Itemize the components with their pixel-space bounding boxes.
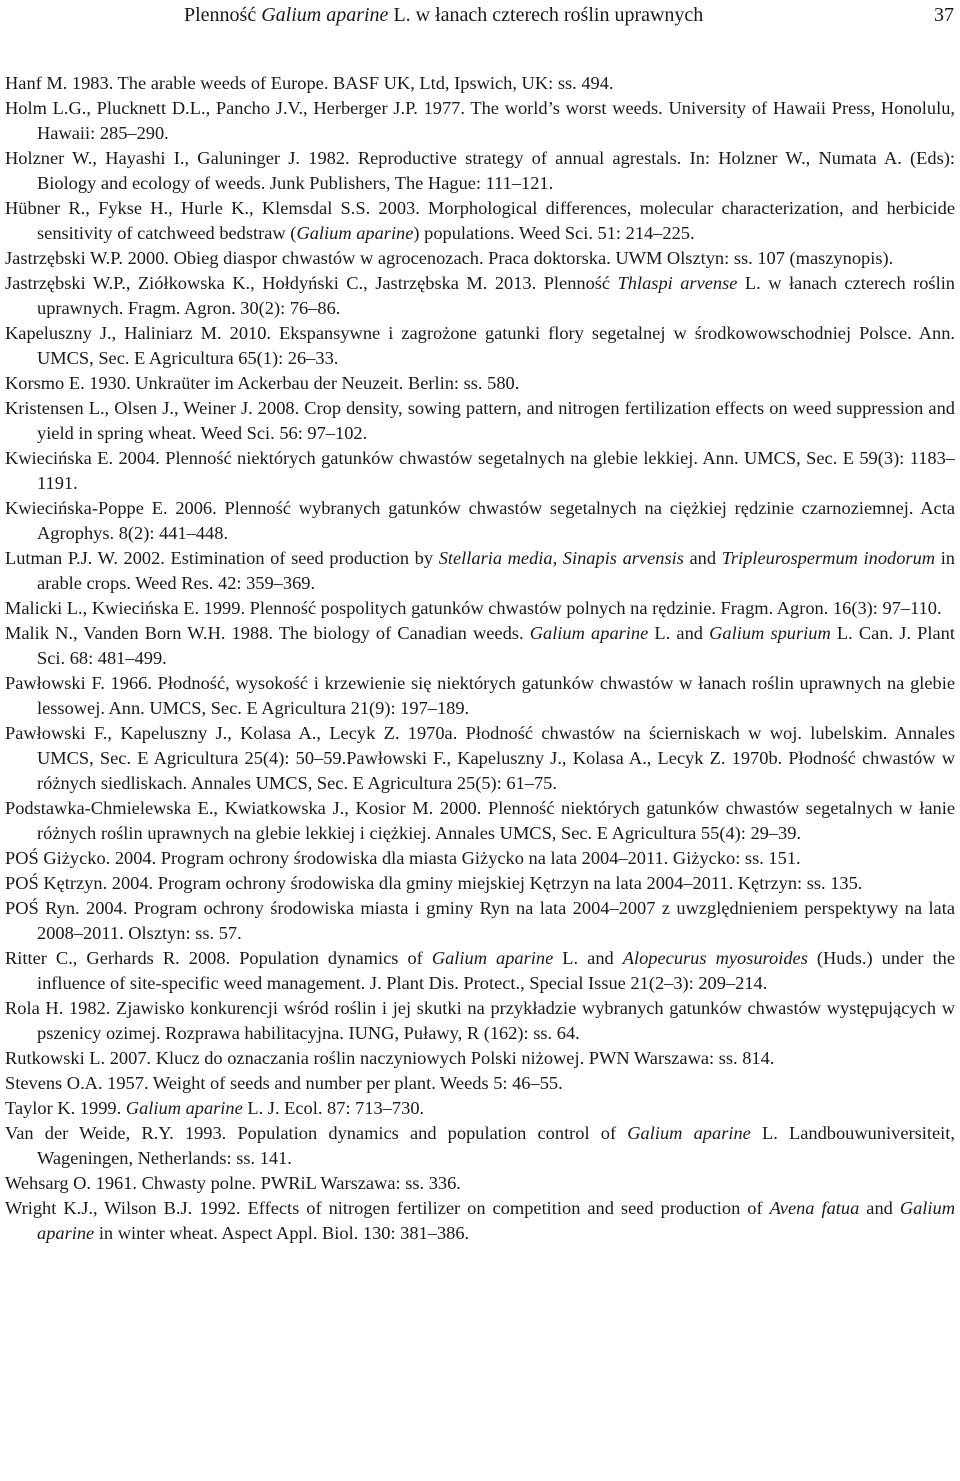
reference-text: Wehsarg O. 1961. Chwasty polne. PWRiL Warszawa: ss. 336.: [5, 1173, 461, 1193]
reference-entry: [5, 896, 955, 946]
reference-text: and: [683, 548, 722, 568]
species-name: Tripleurospermum inodorum: [721, 548, 936, 568]
reference-entry: [5, 496, 955, 546]
reference-entry: [5, 371, 955, 396]
reference-entry: [5, 1121, 955, 1171]
reference-text: Ritter C., Gerhards R. 2008. Population dynamics of: [5, 948, 432, 968]
reference-text: POŚ Ryn. 2004. Program ochrony środowiska miasta i gminy Ryn na lata 2004–2007 z uwzględnieniem perspektywy na lata 2008–2011. Olsztyn: ss. 57.: [5, 898, 955, 943]
reference-entry: [5, 271, 955, 321]
reference-text: POŚ Kętrzyn. 2004. Program ochrony środowiska dla gminy miejskiej Kętrzyn na lata 2004–2011. Kętrzyn: ss. 135.: [5, 873, 863, 893]
reference-entry: [5, 246, 955, 271]
reference-entry: [5, 721, 955, 796]
running-header: [0, 2, 960, 28]
reference-entry: [5, 96, 955, 146]
reference-text: Jastrzębski W.P., Ziółkowska K., Hołdyński C., Jastrzębska M. 2013. Plenność: [5, 273, 618, 293]
reference-text: Hanf M. 1983. The arable weeds of Europe. BASF UK, Ltd, Ipswich, UK: ss. 494.: [5, 73, 614, 93]
reference-text: in winter wheat. Aspect Appl. Biol. 130: 381–386.: [94, 1223, 470, 1243]
reference-text: Malicki L., Kwiecińska E. 1999. Plenność pospolitych gatunków chwastów polnych na rędzinie. Fragm. Agron. 16(3): 97–110.: [5, 598, 942, 618]
reference-text: POŚ Giżycko. 2004. Program ochrony środowiska dla miasta Giżycko na lata 2004–2011. Giżycko: ss. 151.: [5, 848, 801, 868]
reference-entry: [5, 546, 955, 596]
reference-text: Taylor K. 1999.: [5, 1098, 126, 1118]
reference-entry: [5, 946, 955, 996]
reference-text: L. Landbouwuniversiteit, Wageningen, Netherlands: ss. 141.: [37, 1123, 955, 1168]
reference-text: ) populations. Weed Sci. 51: 214–225.: [413, 223, 695, 243]
species-name: Galium aparine: [296, 223, 414, 243]
reference-text: Pawłowski F., Kapeluszny J., Kolasa A., Lecyk Z. 1970a. Płodność chwastów na ścierniskach w woj. lubelskim. Annales UMCS, Sec. E Agricultura 25(4): 50–59.Pawłowski F., Kapeluszny J., Kolasa A., Lecyk Z. 1970b. Płodność chwastów w różnych siedliskach. Annales UMCS, Sec. E Agricultura 25(5): 61–75.: [5, 723, 955, 793]
reference-text: Rutkowski L. 2007. Klucz do oznaczania roślin naczyniowych Polski niżowej. PWN Warszawa: ss. 814.: [5, 1048, 775, 1068]
reference-text: L. and: [553, 948, 623, 968]
reference-entry: [5, 146, 955, 196]
running-title: Plenność Galium aparine L. w łanach czterech roślin uprawnych: [184, 4, 704, 26]
species-name: Avena fatua: [769, 1198, 860, 1218]
reference-text: (Huds.) under the influence of site-specific weed management. J. Plant Dis. Protect., Special Issue 21(2–3): 209–214.: [37, 948, 955, 993]
reference-text: Korsmo E. 1930. Unkraüter im Ackerbau der Neuzeit. Berlin: ss. 580.: [5, 373, 520, 393]
reference-text: Podstawka-Chmielewska E., Kwiatkowska J., Kosior M. 2000. Plenność niektórych gatunków chwastów segetalnych w łanie różnych roślin uprawnych na glebie lekkiej i ciężkiej. Annales UMCS, Sec. E Agricultura 55(4): 29–39.: [5, 798, 955, 843]
reference-entry: [5, 1096, 955, 1121]
reference-text: L. J. Ecol. 87: 713–730.: [242, 1098, 425, 1118]
species-name: Galium aparine: [431, 948, 554, 968]
reference-entry: [5, 1071, 955, 1096]
reference-entry: [5, 1171, 955, 1196]
species-name: Galium aparine: [529, 623, 649, 643]
page-number: 37: [934, 4, 954, 26]
reference-entry: [5, 446, 955, 496]
reference-text: Kapeluszny J., Haliniarz M. 2010. Ekspansywne i zagrożone gatunki flory segetalnej w środkowowschodniej Polsce. Ann. UMCS, Sec. E Agricultura 65(1): 26–33.: [5, 323, 955, 368]
reference-text: Holzner W., Hayashi I., Galuninger J. 1982. Reproductive strategy of annual agrestals. In: Holzner W., Numata A. (Eds): Biology and ecology of weeds. Junk Publishers, The Hague: 111–121.: [5, 148, 955, 193]
reference-text: Holm L.G., Plucknett D.L., Pancho J.V., Herberger J.P. 1977. The world’s worst weeds. University of Hawaii Press, Honolulu, Hawaii: 285–290.: [5, 98, 955, 143]
reference-text: in arable crops. Weed Res. 42: 359–369.: [37, 548, 956, 593]
reference-entry: [5, 846, 955, 871]
reference-text: Malik N., Vanden Born W.H. 1988. The biology of Canadian weeds.: [5, 623, 530, 643]
reference-text: L. and: [648, 623, 710, 643]
species-name: Galium aparine: [627, 1123, 751, 1143]
reference-text: Rola H. 1982. Zjawisko konkurencji wśród roślin i jej skutki na przykładzie wybranych gatunków chwastów występujących w pszenicy ozimej. Rozprawa habilitacyjna. IUNG, Puławy, R (162): ss. 64.: [5, 998, 955, 1043]
reference-text: Wright K.J., Wilson B.J. 1992. Effects of nitrogen fertilizer on competition and seed production of: [5, 1198, 770, 1218]
reference-text: Pawłowski F. 1966. Płodność, wysokość i krzewienie się niektórych gatunków chwastów w łanach roślin uprawnych na glebie lessowej. Ann. UMCS, Sec. E Agricultura 21(9): 197–189.: [5, 673, 955, 718]
reference-text: L. w łanach czterech roślin uprawnych. Fragm. Agron. 30(2): 76–86.: [37, 273, 956, 318]
reference-entry: [5, 596, 955, 621]
reference-entry: [5, 671, 955, 721]
reference-entry: [5, 1196, 955, 1246]
reference-text: Kwiecińska-Poppe E. 2006. Plenność wybranych gatunków chwastów segetalnych na ciężkiej rędzinie czarnoziemnej. Acta Agrophys. 8(2): 441–448.: [5, 498, 955, 543]
reference-entry: [5, 71, 955, 96]
reference-text: L. Can. J. Plant Sci. 68: 481–499.: [37, 623, 955, 668]
reference-list: [5, 71, 955, 1246]
species-name: Galium aparine: [125, 1098, 243, 1118]
species-name: Stellaria media, Sinapis arvensis: [438, 548, 684, 568]
reference-entry: [5, 196, 955, 246]
species-name: Galium aparine: [37, 1198, 956, 1243]
reference-entry: [5, 996, 955, 1046]
reference-text: Lutman P.J. W. 2002. Estimination of seed production by: [5, 548, 439, 568]
reference-text: Stevens O.A. 1957. Weight of seeds and number per plant. Weeds 5: 46–55.: [5, 1073, 563, 1093]
species-name: Alopecurus myosuroides: [622, 948, 808, 968]
reference-entry: [5, 871, 955, 896]
reference-entry: [5, 1046, 955, 1071]
reference-text: Van der Weide, R.Y. 1993. Population dynamics and population control of: [5, 1123, 628, 1143]
reference-text: Hübner R., Fykse H., Hurle K., Klemsdal S.S. 2003. Morphological differences, molecular characterization, and herbicide sensitivity of catchweed bedstraw (: [5, 198, 955, 243]
reference-text: and: [859, 1198, 900, 1218]
reference-entry: [5, 396, 955, 446]
reference-entry: [5, 796, 955, 846]
species-name: Galium spurium: [709, 623, 831, 643]
reference-entry: [5, 321, 955, 371]
reference-text: Kwiecińska E. 2004. Plenność niektórych gatunków chwastów segetalnych na glebie lekkiej. Ann. UMCS, Sec. E 59(3): 1183–1191.: [5, 448, 955, 493]
reference-entry: [5, 621, 955, 671]
species-name: Thlaspi arvense: [617, 273, 738, 293]
reference-text: Kristensen L., Olsen J., Weiner J. 2008. Crop density, sowing pattern, and nitrogen fertilization effects on weed suppression and yield in spring wheat. Weed Sci. 56: 97–102.: [5, 398, 955, 443]
reference-text: Jastrzębski W.P. 2000. Obieg diaspor chwastów w agrocenozach. Praca doktorska. UWM Olsztyn: ss. 107 (maszynopis).: [5, 248, 894, 268]
